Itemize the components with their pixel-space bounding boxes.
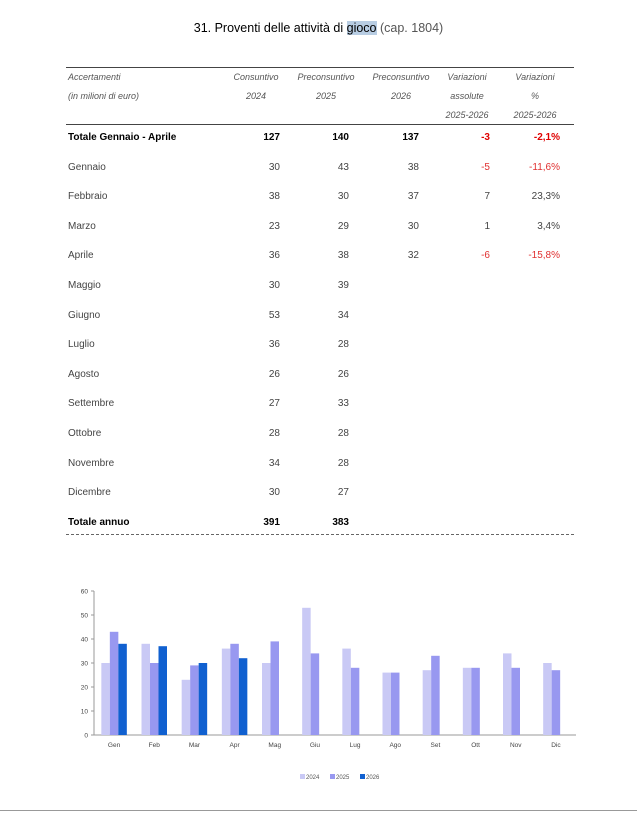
table-cell-c2025: 28 — [337, 457, 349, 469]
table-header-cell: Accertamenti — [68, 72, 121, 82]
table-row-label: Luglio — [68, 339, 95, 351]
table-top-rule — [66, 67, 574, 68]
bar-2025-lug — [351, 668, 360, 735]
bar-2026-mar — [199, 663, 208, 735]
y-tick-label: 60 — [80, 588, 88, 596]
bar-2024-set — [423, 670, 432, 735]
table-cell-c2024: 391 — [263, 516, 280, 528]
table-cell-pct: -11,6% — [529, 161, 560, 173]
table-cell-c2025: 33 — [337, 398, 349, 410]
table-row-label: Gennaio — [68, 161, 106, 173]
table-header-cell: Variazioni — [515, 72, 555, 82]
x-tick-label: Lug — [349, 742, 361, 749]
page-bottom-rule — [0, 810, 637, 811]
table-cell-c2026: 30 — [407, 220, 419, 232]
bar-2025-ago — [391, 673, 400, 735]
table-cell-abs: -3 — [481, 132, 490, 143]
x-tick-label: Mar — [188, 742, 201, 749]
table-header-cell: 2025-2026 — [445, 110, 489, 120]
table-header-cell: 2026 — [390, 91, 412, 101]
bar-2025-dic — [552, 670, 561, 735]
bar-2024-mar — [182, 680, 191, 735]
table-cell-c2025: 38 — [337, 250, 349, 262]
table-row-label: Aprile — [68, 250, 94, 262]
bar-2026-apr — [239, 658, 248, 735]
y-tick-label: 40 — [80, 636, 88, 644]
table-cell-c2024: 36 — [268, 250, 280, 262]
table-cell-abs: 7 — [484, 191, 490, 203]
table-cell-pct: 3,4% — [537, 220, 560, 232]
y-tick-label: 20 — [80, 684, 88, 692]
bar-2026-feb — [159, 646, 168, 735]
table-row-label: Giugno — [68, 309, 101, 321]
table-header-cell: Variazioni — [447, 72, 487, 82]
bar-2024-mag — [262, 663, 271, 735]
table-cell-c2025: 27 — [337, 487, 349, 499]
x-tick-label: Gen — [107, 742, 121, 749]
legend-label-2025: 2025 — [336, 775, 350, 781]
legend-swatch-2025 — [330, 774, 335, 779]
x-tick-label: Apr — [229, 742, 240, 749]
table-row-label: Dicembre — [68, 487, 111, 499]
y-tick-label: 0 — [84, 732, 88, 740]
table-header-cell: Consuntivo — [233, 72, 279, 82]
bar-2025-mag — [271, 641, 280, 735]
bar-2024-nov — [503, 653, 512, 735]
x-tick-label: Ott — [471, 742, 480, 749]
table-cell-c2026: 32 — [407, 250, 419, 262]
bar-2024-lug — [342, 649, 351, 735]
bar-2024-ago — [383, 673, 392, 735]
x-tick-label: Mag — [268, 742, 282, 749]
bar-2025-nov — [512, 668, 521, 735]
bar-2025-mar — [190, 665, 199, 735]
table-row-label: Totale Gennaio - Aprile — [68, 132, 177, 143]
table-header-cell: Preconsuntivo — [297, 72, 355, 82]
title-text: 31. Proventi delle attività di — [193, 21, 347, 35]
table-row-label: Febbraio — [68, 191, 108, 203]
bar-2024-gen — [101, 663, 110, 735]
table-row-label: Totale annuo — [68, 516, 130, 528]
table-cell-c2024: 26 — [268, 368, 280, 380]
legend-swatch-2024 — [300, 774, 305, 779]
bar-2025-ott — [471, 668, 480, 735]
table-cell-c2025: 28 — [337, 428, 349, 439]
bar-2025-gen — [110, 632, 119, 735]
y-tick-label: 30 — [80, 660, 88, 668]
x-tick-label: Giu — [309, 742, 320, 749]
table-cell-c2024: 53 — [268, 309, 280, 321]
bar-2026-gen — [118, 644, 127, 735]
table-header-cell: Preconsuntivo — [372, 72, 430, 82]
x-tick-label: Nov — [509, 742, 522, 749]
bar-2025-apr — [230, 644, 239, 735]
table-header-cell: 2025-2026 — [513, 110, 557, 120]
table-cell-c2024: 30 — [268, 161, 280, 173]
table-cell-c2025: 34 — [337, 309, 349, 321]
x-tick-label: Dic — [551, 742, 561, 749]
table-cell-c2025: 30 — [337, 191, 349, 203]
table-cell-abs: 1 — [484, 220, 490, 232]
bar-2025-feb — [150, 663, 159, 735]
table-row-label: Novembre — [68, 457, 115, 469]
table-cell-c2024: 23 — [268, 220, 280, 232]
table-cell-pct: -2,1% — [533, 132, 560, 143]
table-header-cell: assolute — [450, 91, 484, 101]
bar-2025-giu — [311, 653, 320, 735]
table-header-cell: % — [530, 91, 539, 101]
y-tick-label: 50 — [80, 612, 88, 620]
table-cell-c2024: 36 — [268, 339, 280, 351]
monthly-bar-chart — [66, 580, 586, 790]
table-row-label: Maggio — [68, 280, 101, 291]
table-cell-c2025: 28 — [337, 339, 349, 351]
table-cell-pct: -15,8% — [528, 250, 560, 262]
table-row-label: Ottobre — [68, 428, 102, 439]
table-header-cell: 2024 — [245, 91, 267, 101]
table-cell-c2026: 137 — [402, 132, 419, 143]
table-cell-c2024: 127 — [263, 132, 280, 143]
table-row-label: Agosto — [68, 368, 100, 380]
table-cell-c2025: 383 — [332, 516, 349, 528]
table-cell-c2024: 30 — [268, 280, 280, 291]
header-bottom-rule — [66, 124, 574, 125]
legend-label-2024: 2024 — [306, 775, 320, 781]
table-cell-c2025: 26 — [337, 368, 349, 380]
table-cell-c2024: 38 — [268, 191, 280, 203]
table-header-cell: 2025 — [315, 91, 337, 101]
bar-2024-ott — [463, 668, 472, 735]
table-cell-c2024: 34 — [268, 457, 280, 469]
title-highlight: gioco — [346, 21, 377, 35]
table-cell-c2025: 29 — [337, 220, 349, 232]
bar-2024-dic — [543, 663, 552, 735]
table-cell-c2024: 27 — [268, 398, 280, 410]
table-row-label: Settembre — [68, 398, 115, 410]
x-tick-label: Feb — [148, 742, 160, 749]
table-cell-c2025: 140 — [332, 132, 349, 143]
legend-label-2026: 2026 — [366, 775, 380, 781]
table-cell-abs: -5 — [481, 161, 490, 173]
bar-2025-set — [431, 656, 440, 735]
table-bottom-rule — [66, 534, 574, 535]
title-suffix: (cap. 1804) — [376, 21, 444, 35]
table-cell-c2025: 39 — [337, 280, 349, 291]
table-cell-c2026: 38 — [407, 161, 419, 173]
x-tick-label: Ago — [389, 742, 402, 749]
bar-2024-feb — [142, 644, 151, 735]
table-cell-c2025: 43 — [337, 161, 349, 173]
table-cell-c2024: 28 — [268, 428, 280, 439]
table-cell-pct: 23,3% — [531, 191, 560, 203]
y-tick-label: 10 — [80, 708, 88, 716]
table-cell-abs: -6 — [481, 250, 490, 262]
x-tick-label: Set — [430, 742, 441, 749]
table-cell-c2024: 30 — [268, 487, 280, 499]
bar-2024-giu — [302, 608, 311, 735]
table-cell-c2026: 37 — [407, 191, 419, 203]
legend-swatch-2026 — [360, 774, 365, 779]
table-row-label: Marzo — [68, 220, 96, 232]
page-title — [0, 21, 637, 35]
table-header-cell: (in milioni di euro) — [68, 91, 140, 101]
bar-2024-apr — [222, 649, 231, 735]
